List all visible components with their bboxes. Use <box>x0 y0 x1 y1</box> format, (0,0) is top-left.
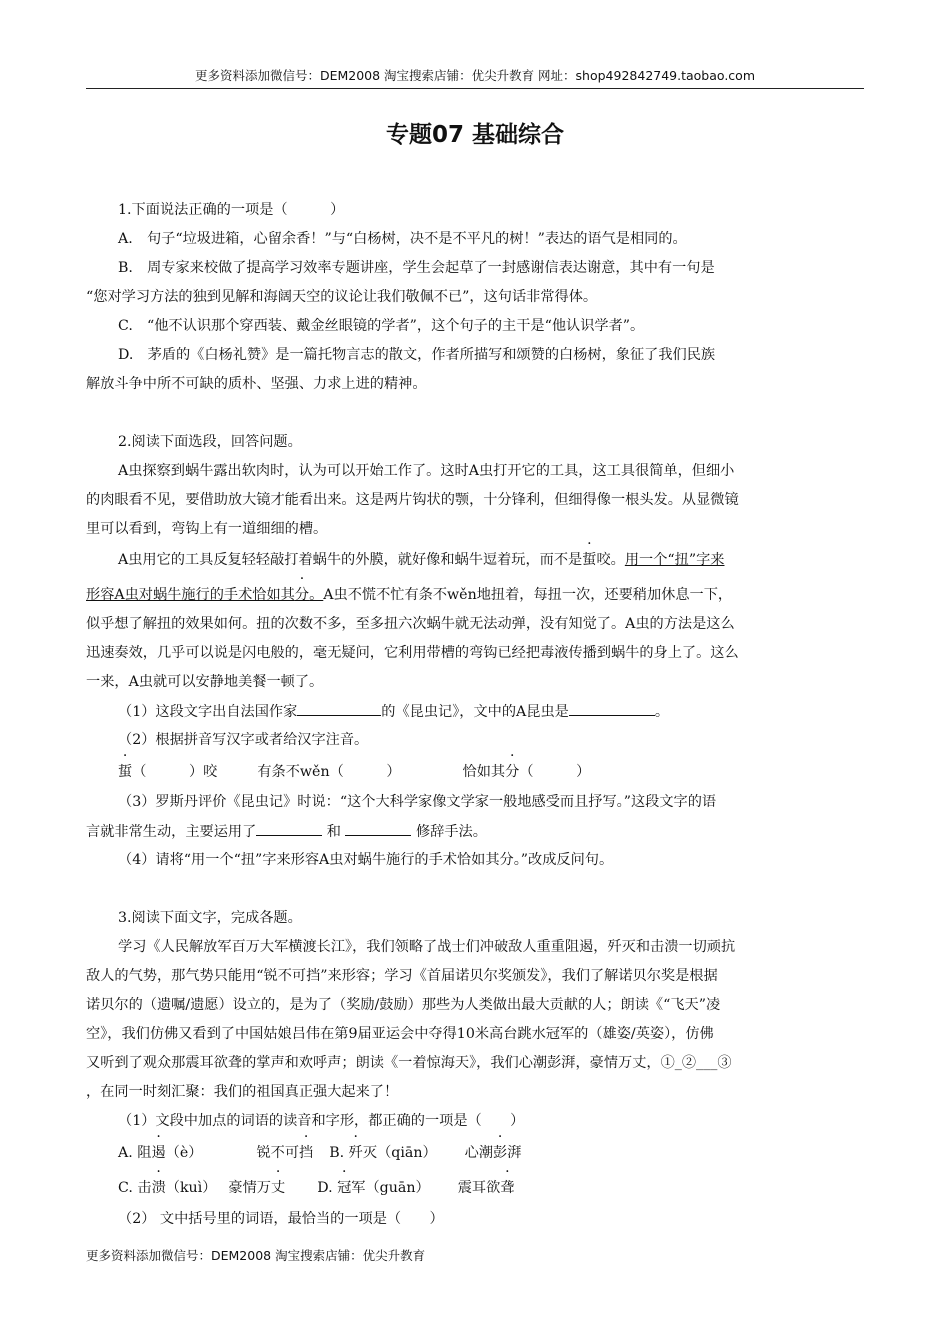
q2-passage-line: 一来，A虫就可以安静地美餐一顿了。 <box>86 674 324 690</box>
answer-blank[interactable] <box>256 821 322 836</box>
dotted-char: 分 <box>505 764 520 780</box>
text-segment: 修辞手法。 <box>411 824 487 840</box>
text-segment: A虫用它的工具反复轻轻敲打着蜗牛的外膜，就好像和蜗牛逗着玩，而不是 <box>118 552 583 568</box>
text-segment: 和 <box>322 824 346 840</box>
text-segment: D. <box>317 1180 338 1196</box>
text-segment: C. 击 <box>118 1180 152 1196</box>
answer-blank[interactable] <box>569 701 655 716</box>
text-segment: （è） <box>165 1145 203 1161</box>
text-segment: 的《昆虫记》，文中的A昆虫是 <box>381 704 569 720</box>
q3-passage-line: 空》，我们仿佛又看到了中国姑娘吕伟在第9届亚运会中夺得10米高台跳水冠军的（雄姿/英姿），仿佛 <box>86 1026 714 1042</box>
text-segment: 心潮 <box>464 1145 494 1161</box>
q2-passage-line: 迅速奏效，几乎可以说是闪电般的，毫无疑问，它利用带槽的弯钩已经把毒液传播到蜗牛的身上了。这么 <box>86 645 739 661</box>
dotted-char: 冠 <box>337 1180 352 1196</box>
dotted-char: 溃 <box>151 1180 166 1196</box>
q1-option-b-line1: B. 周专家来校做了提高学习效率专题讲座，学生会起草了一封感谢信表达谢意，其中有一句是 <box>118 260 715 276</box>
q2-passage-line: 的肉眼看不见，要借助放大镜才能看出来。这是两片钩状的颚，十分锋利，但细得像一根头发。从显微镜 <box>86 492 739 508</box>
q3-stem: 3.阅读下面文字，完成各题。 <box>118 910 302 926</box>
text-segment: 锐不可 <box>256 1145 300 1161</box>
q1-stem: 1.下面说法正确的一项是（ ） <box>118 202 345 218</box>
q2-sub3-line2 <box>86 821 487 842</box>
page-footer: 更多资料添加微信号：DEM2008 淘宝搜索店铺：优尖升教育 <box>86 1248 426 1263</box>
q1-option-b-line2: “您对学习方法的独到见解和海阔天空的议论让我们敬佩不已”，这句话非常得体。 <box>86 289 598 305</box>
q2-passage-line: 似乎想了解扭的效果如何。扭的次数不多，至多扭六次蜗牛就无法动弹，没有知觉了。A虫的方法是这么 <box>86 616 735 632</box>
dotted-char: 蜇 <box>118 764 133 780</box>
q1-option-c: C. “他不认识那个穿西装、戴金丝眼镜的学者”，这个句子的主干是“他认识学者”。 <box>118 318 645 334</box>
text-segment: 豪情万 <box>228 1180 271 1196</box>
text-segment: 有条不wěn（ ） <box>257 764 401 780</box>
answer-blank[interactable] <box>345 821 411 836</box>
q2-passage-line: A虫探察到蜗牛露出软肉时，认为可以开始工作了。这时A虫打开它的工具，这工具很简单，但细小 <box>118 463 735 479</box>
page-title: 专题07 基础综合 <box>385 122 564 148</box>
underlined-sentence: 用一个“扭”字来 <box>624 552 725 568</box>
underlined-sentence: 形容A虫对蜗牛施行的手术恰如其 <box>86 587 295 603</box>
q2-sub2-items <box>118 762 590 782</box>
answer-blank[interactable] <box>297 701 381 716</box>
text-segment: 湃 <box>507 1145 522 1161</box>
text-segment: 言就非常生动，主要运用了 <box>86 824 257 840</box>
dotted-char: 蜇 <box>582 552 597 568</box>
q2-stem: 2.阅读下面选段，回答问题。 <box>118 434 302 450</box>
dotted-char: 挡 <box>299 1145 314 1161</box>
text-segment: （kuì） <box>165 1180 217 1196</box>
q2-passage-line: 里可以看到，弯钩上有一道细细的槽。 <box>86 521 328 537</box>
q3-sub2: （2） 文中括号里的词语，最恰当的一项是（ ） <box>118 1211 444 1227</box>
q3-passage-line: 敌人的气势，那气势只能用“锐不可挡”来形容；学习《首届诺贝尔奖颁发》，我们了解诺贝尔奖是根据 <box>86 968 718 984</box>
q2-sub1 <box>118 701 669 722</box>
page-header: 更多资料添加微信号：DEM2008 淘宝搜索店铺：优尖升教育 网址：shop492842749.taobao.com <box>86 66 864 89</box>
q2-sub2: （2）根据拼音写汉字或者给汉字注音。 <box>118 732 369 748</box>
dotted-char: 彭 <box>493 1145 508 1161</box>
text-segment: 恰如其 <box>462 764 506 780</box>
text-segment: A虫不慌不忙有条不wěn地扭着，每扭一次，还要稍加休息一下， <box>323 587 733 603</box>
text-segment: B. <box>329 1145 349 1161</box>
underlined-sentence: 。 <box>309 587 324 603</box>
q1-option-d-line2: 解放斗争中所不可缺的质朴、坚强、力求上进的精神。 <box>86 376 427 392</box>
q3-options-cd <box>118 1178 514 1198</box>
q2-passage-line <box>86 585 732 605</box>
text-segment: 灭（qiān） <box>362 1145 437 1161</box>
q3-passage-line: ，在同一时刻汇聚：我们的祖国真正强大起来了！ <box>86 1084 399 1100</box>
text-segment: 军（guān） <box>351 1180 430 1196</box>
text-segment: （ ） <box>519 764 591 780</box>
q3-passage-line: 诺贝尔的（遗嘱/遗愿）设立的，是为了（奖励/鼓励）那些为人类做出最大贡献的人；朗读《“飞天”凌 <box>86 997 721 1013</box>
q2-sub4: （4）请将“用一个“扭”字来形容A虫对蜗牛施行的手术恰如其分。”改成反问句。 <box>118 852 614 868</box>
text-segment: 咬。 <box>596 552 625 568</box>
text-segment: 震耳欲 <box>457 1180 501 1196</box>
text-segment: （1）这段文字出自法国作家 <box>118 704 298 720</box>
dotted-char: 遏 <box>151 1145 166 1161</box>
q2-passage-line <box>118 550 724 570</box>
text-segment: A. 阻 <box>118 1145 152 1161</box>
q3-passage-line: 学习《人民解放军百万大军横渡长江》，我们领略了战士们冲破敌人重重阻遏，歼灭和击溃一切顽抗 <box>118 939 736 955</box>
q3-options-ab <box>118 1143 521 1163</box>
q1-option-d-line1: D. 茅盾的《白杨礼赞》是一篇托物言志的散文，作者所描写和颂赞的白杨树，象征了我们民族 <box>118 347 716 363</box>
q3-passage-line: 又听到了观众那震耳欲聋的掌声和欢呼声；朗读《一着惊海天》，我们心潮彭湃，豪情万丈，①_②___③ <box>86 1055 732 1071</box>
text-segment: 。 <box>654 704 670 720</box>
dotted-char: 聋 <box>500 1180 515 1196</box>
q2-sub3-line1: （3）罗斯丹评价《昆虫记》时说：“这个大科学家像文学家一般地感受而且抒写。”这段文字的语 <box>118 794 717 810</box>
text-segment: （ ）咬 <box>132 764 218 780</box>
dotted-char: 歼 <box>348 1145 363 1161</box>
q3-sub1: （1）文段中加点的词语的读音和字形，都正确的一项是（ ） <box>118 1113 525 1129</box>
q1-option-a: A. 句子“垃圾进箱，心留余香！”与“白杨树，决不是不平凡的树！”表达的语气是相同的。 <box>118 231 687 247</box>
dotted-char: 丈 <box>271 1180 286 1196</box>
dotted-char: 分 <box>294 587 310 603</box>
